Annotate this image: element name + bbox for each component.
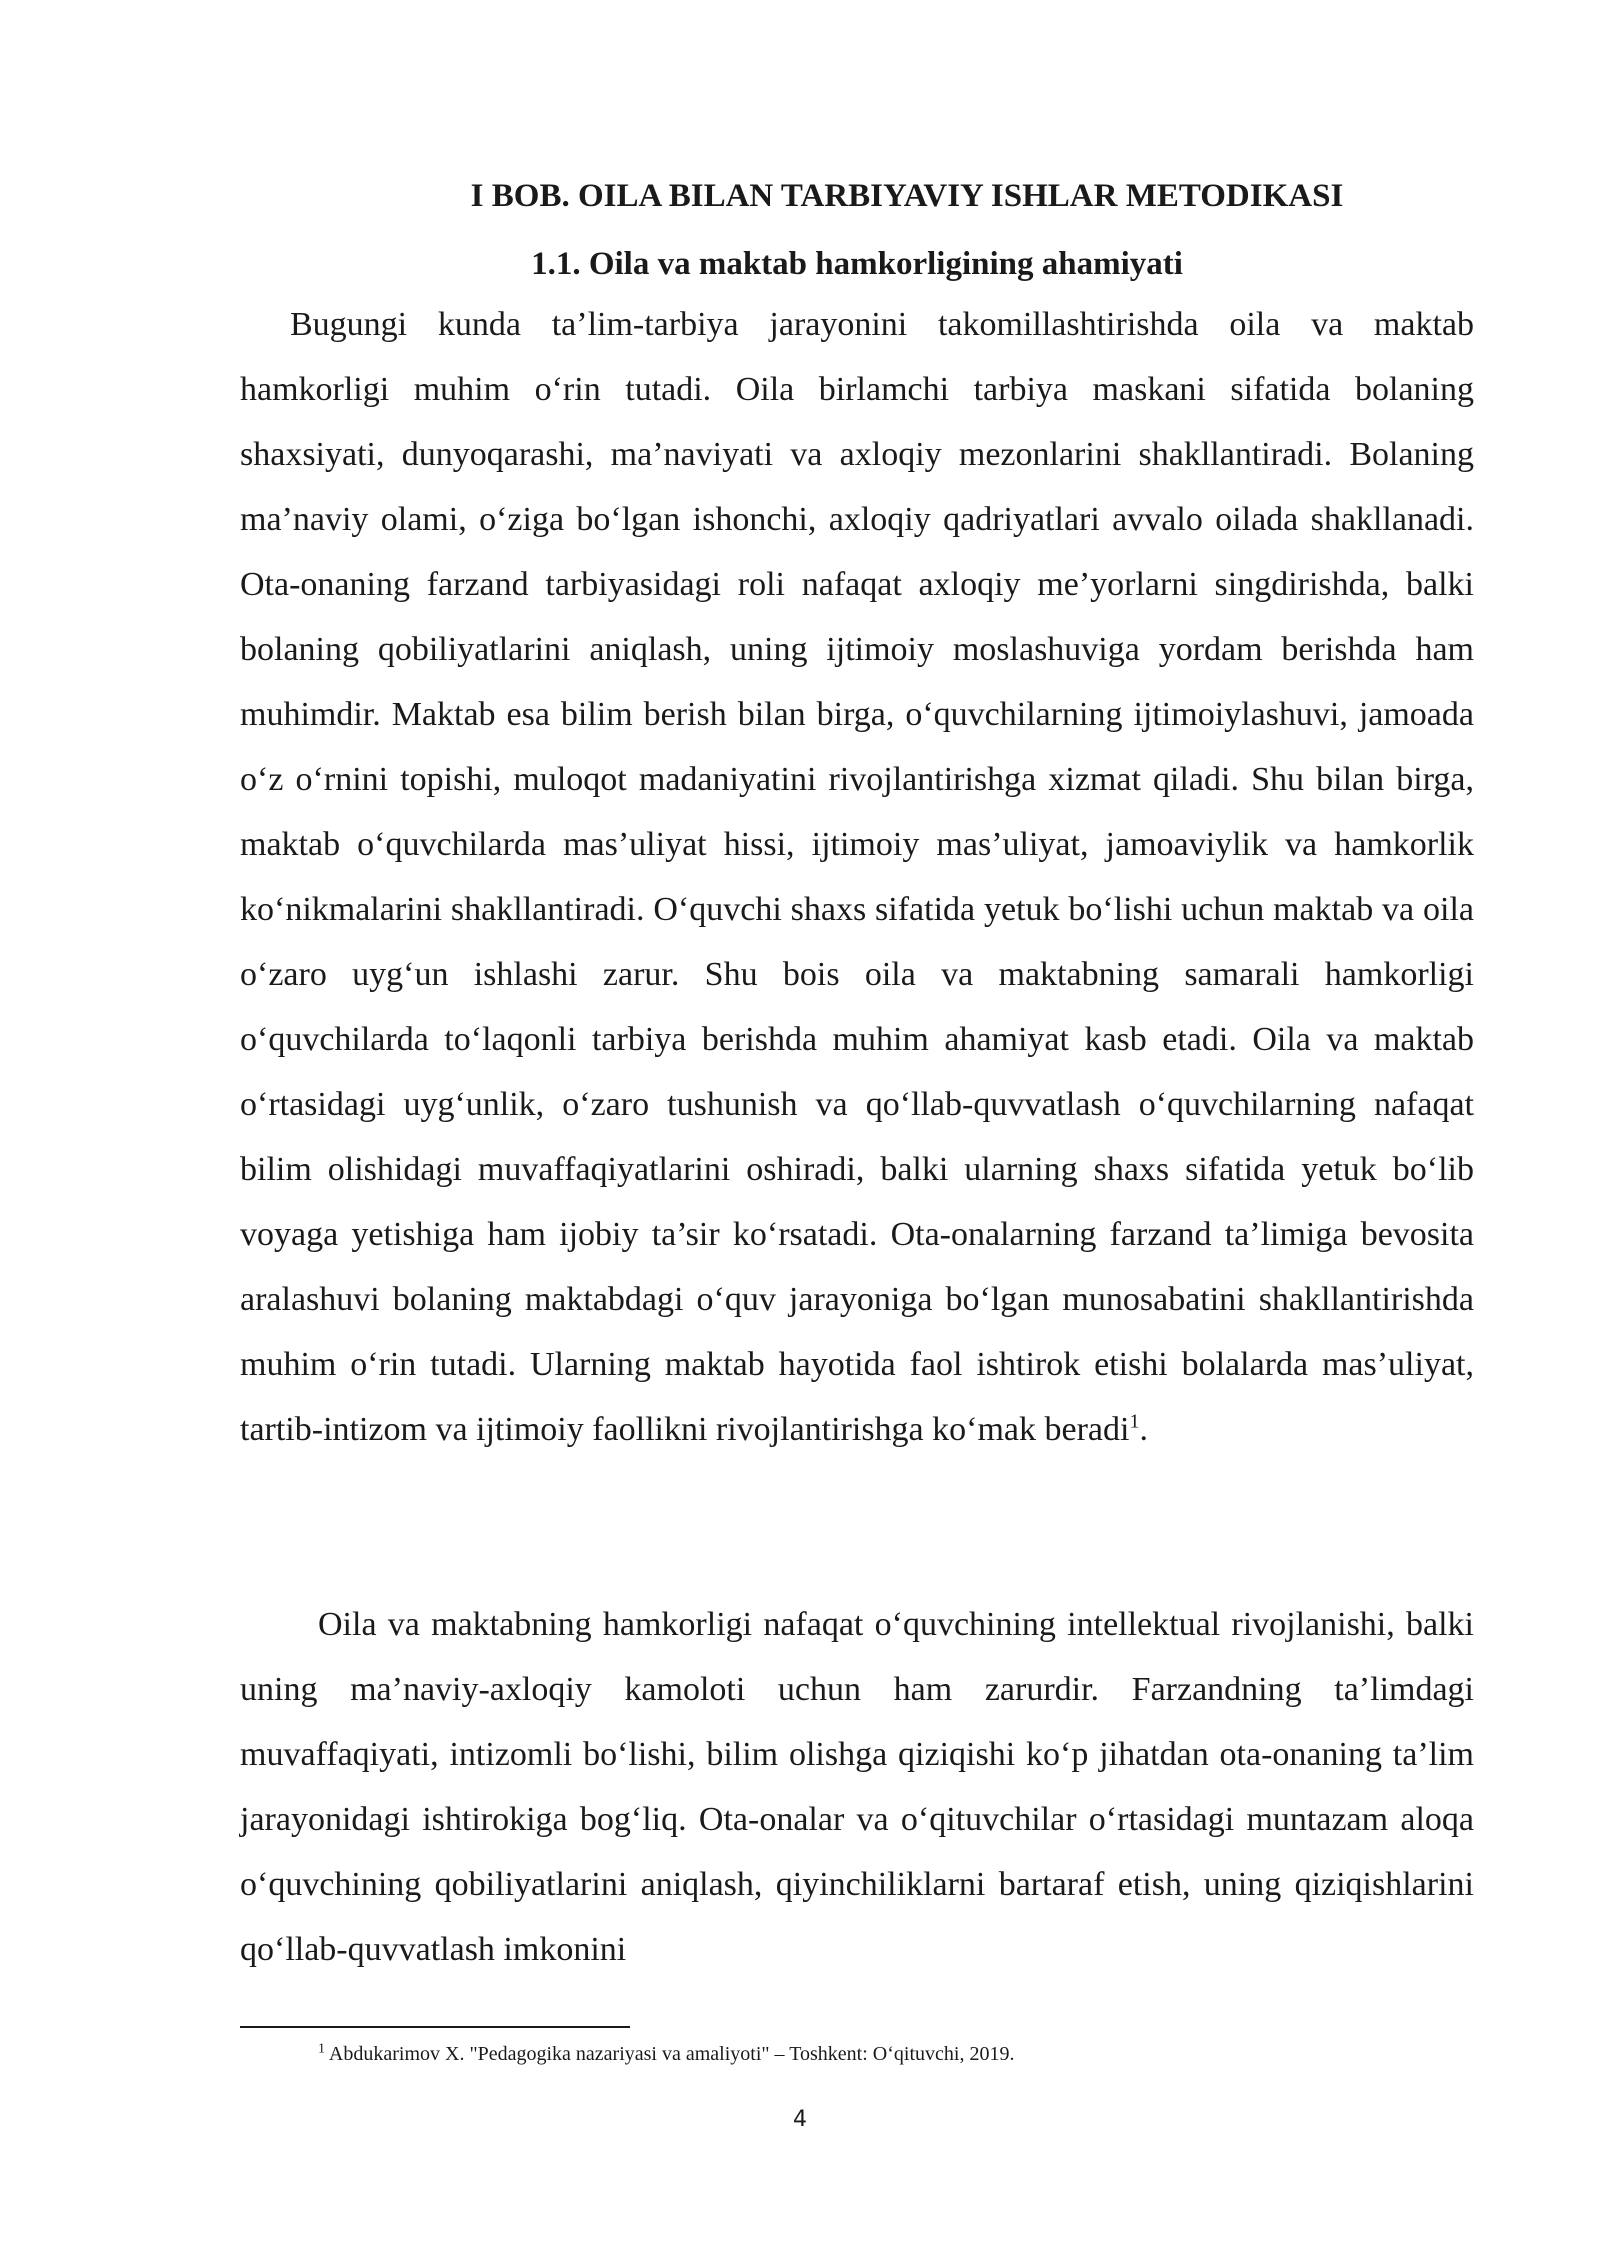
footnote	[318, 2040, 1468, 2068]
body-paragraph-1	[240, 292, 1474, 1462]
page-number: 4	[793, 2107, 807, 2132]
footnote-reference[interactable]: 1	[1129, 1410, 1140, 1433]
body-paragraph-2	[240, 1592, 1474, 1982]
chapter-title: I BOB. OILA BILAN TARBIYAVIY ISHLAR METODIKASI	[470, 178, 1344, 214]
footnote-separator	[240, 2026, 630, 2028]
footnote-text: Abdukarimov X. "Pedagogika nazariyasi va amaliyoti" – Toshkent: O‘qituvchi, 2019.	[328, 2043, 1015, 2065]
paragraph-2-text: Oila va maktabning hamkorligi nafaqat o‘quvchining intellektual rivojlanishi, balki uning ma’naviy-axloqiy kamoloti uchun ham zarurdir. Farzandning ta’limdagi muvaffaqiyati, intizomli bo‘lishi, bilim olishga qiziqishi ko‘p jihatdan ota-onaning ta’lim jarayonidagi ishtirokiga bog‘liq. Ota-onalar va o‘qituvchilar o‘rtasidagi muntazam aloqa o‘quvchining qobiliyatlarini aniqlash, qiyinchiliklarni bartaraf etish, uning qiziqishlarini qo‘llab-quvvatlash imkonini	[240, 1606, 1474, 1968]
footnote-number: 1	[318, 2041, 325, 2057]
paragraph-1-ending: .	[1139, 1411, 1148, 1448]
section-title: 1.1. Oila va maktab hamkorligining ahamiyati	[531, 246, 1183, 282]
paragraph-1-text: Bugungi kunda ta’lim-tarbiya jarayonini takomillashtirishda oila va maktab hamkorligi muhim o‘rin tutadi. Oila birlamchi tarbiya maskani sifatida bolaning shaxsiyati, dunyoqarashi, ma’naviyati va axloqiy mezonlarini shakllantiradi. Bolaning ma’naviy olami, o‘ziga bo‘lgan ishonchi, axloqiy qadriyatlari avvalo oilada shakllanadi. Ota-onaning farzand tarbiyasidagi roli nafaqat axloqiy me’yorlarni singdirishda, balki bolaning qobiliyatlarini aniqlash, uning ijtimoiy moslashuviga yordam berishda ham muhimdir. Maktab esa bilim berish bilan birga, o‘quvchilarning ijtimoiylashuvi, jamoada o‘z o‘rnini topishi, muloqot madaniyatini rivojlantirishga xizmat qiladi. Shu bilan birga, maktab o‘quvchilarda mas’uliyat hissi, ijtimoiy mas’uliyat, jamoaviylik va hamkorlik ko‘nikmalarini shakllantiradi. O‘quvchi shaxs sifatida yetuk bo‘lishi uchun maktab va oila o‘zaro uyg‘un ishlashi zarur. Shu bois oila va maktabning samarali hamkorligi o‘quvchilarda to‘laqonli tarbiya berishda muhim ahamiyat kasb etadi. Oila va maktab o‘rtasidagi uyg‘unlik, o‘zaro tushunish va qo‘llab-quvvatlash o‘quvchilarning nafaqat bilim olishidagi muvaffaqiyatlarini oshiradi, balki ularning shaxs sifatida yetuk bo‘lib voyaga yetishiga ham ijobiy ta’sir ko‘rsatadi. Ota-onalarning farzand ta’limiga bevosita aralashuvi bolaning maktabdagi o‘quv jarayoniga bo‘lgan munosabatini shakllantirishda muhim o‘rin tutadi. Ularning maktab hayotida faol ishtirok etishi bolalarda mas’uliyat, tartib-intizom va ijtimoiy faollikni rivojlantirishga ko‘mak beradi	[240, 306, 1474, 1448]
